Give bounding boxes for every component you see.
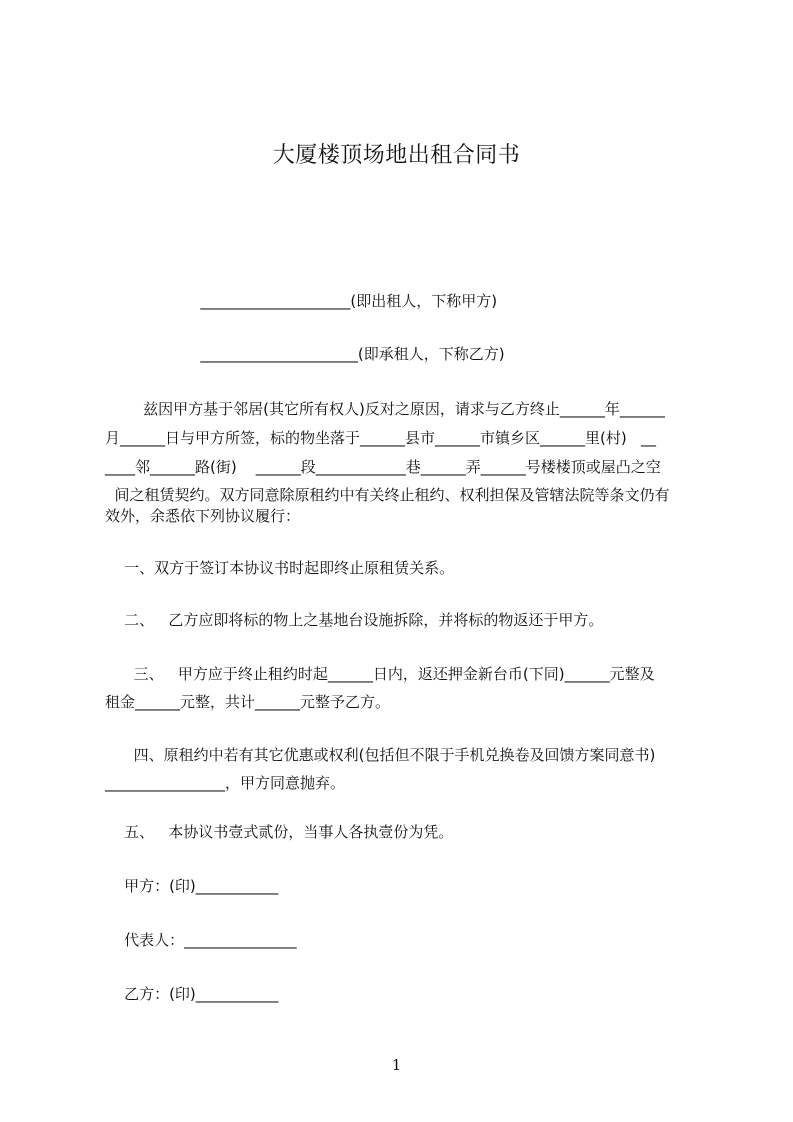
clause-4-line-2: ________________，甲方同意抛弃。 [105,774,346,792]
intro-line-1: 兹因甲方基于邻居(其它所有权人)反对之原因，请求与乙方终止______年______ [105,400,665,418]
intro-line-3: ____邻______路(街) ______段____________巷______弄______号楼楼顶或屋凸之空 [105,458,661,476]
clause-3-line-2: 租金______元整，共计______元整予乙方。 [105,693,391,711]
clause-2: 二、 乙方应即将标的物上之基地台设施拆除，并将标的物返还于甲方。 [105,611,604,629]
clause-1: 一、双方于签订本协议书时起即终止原租赁关系。 [105,559,455,577]
intro-line-5: 效外，余悉依下列协议履行： [105,507,301,525]
page-number: 1 [391,1056,402,1074]
clause-5: 五、 本协议书壹式贰份，当事人各执壹份为凭。 [105,823,454,841]
signature-party-a: 甲方：(印)___________ [105,877,279,895]
signature-representative: 代表人：_______________ [105,931,297,949]
contract-title: 大厦楼顶场地出租合同书 [272,143,521,168]
lessor-line: ____________________(即出租人，下称甲方) [105,292,498,310]
clause-4-line-1: 四、原租约中若有其它优惠或权利(包括但不限于手机兑换卷及回馈方案同意书) [105,746,656,764]
clause-3-line-1: 三、 甲方应于终止租约时起______日内，返还押金新台币(下同)______元整及 [105,665,655,683]
intro-line-2: 月______日与甲方所签，标的物坐落于______县市______市镇乡区______里(村) __ [105,429,657,447]
lessee-line: _____________________(即承租人，下称乙方) [105,345,505,363]
intro-line-4: 间之租赁契约。双方同意除原租约中有关终止租约、权利担保及管辖法院等条文仍有 [105,486,670,504]
signature-party-b: 乙方：(印)___________ [105,985,279,1003]
